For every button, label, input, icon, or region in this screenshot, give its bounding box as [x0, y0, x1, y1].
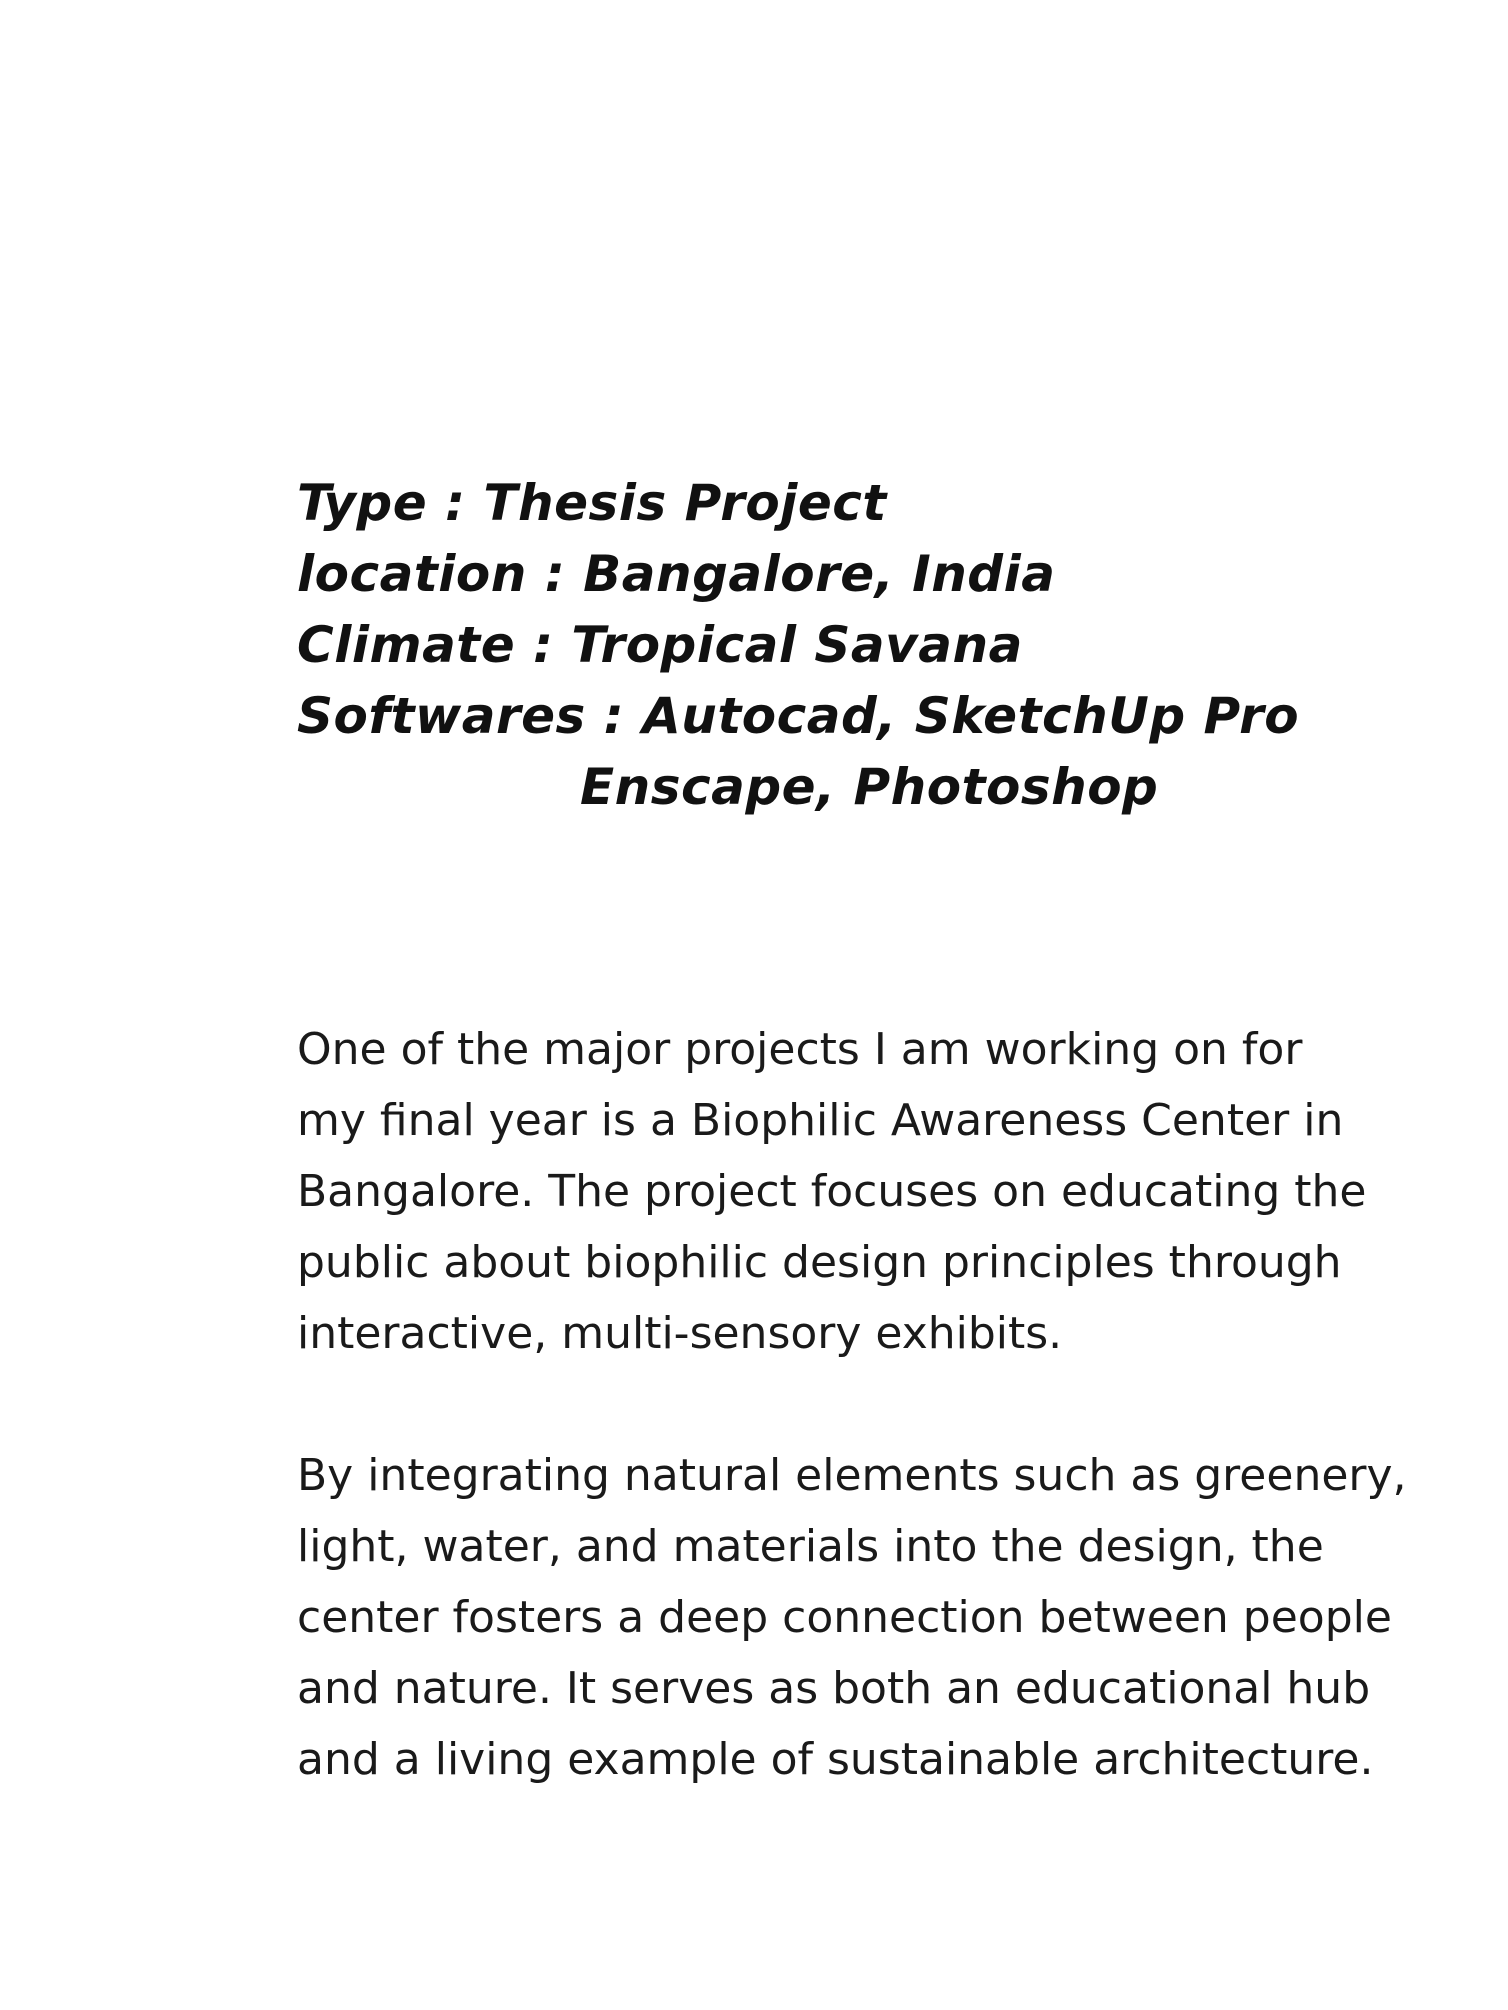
paragraph-line: public about biophilic design principles through	[297, 1237, 1342, 1288]
paragraph-line: interactive, multi-sensory exhibits.	[297, 1308, 1063, 1359]
paragraph-line: my final year is a Biophilic Awareness Center in	[297, 1095, 1344, 1146]
paragraph-line: Bangalore. The project focuses on educating the	[297, 1166, 1367, 1217]
paragraph-line: light, water, and materials into the design, the	[297, 1521, 1324, 1572]
paragraph-line: and a living example of sustainable architecture.	[297, 1734, 1374, 1785]
softwares-line: Softwares : Autocad, SketchUp Pro	[297, 687, 1300, 745]
description-paragraph-2	[297, 1440, 1487, 1795]
description-paragraph-1	[297, 1014, 1487, 1369]
location-line: location : Bangalore, India	[297, 545, 1056, 603]
paragraph-line: By integrating natural elements such as greenery,	[297, 1450, 1407, 1501]
softwares-continuation-line	[297, 752, 1297, 823]
project-description	[297, 1014, 1487, 1866]
climate-line: Climate : Tropical Savana	[297, 616, 1023, 674]
paragraph-line: One of the major projects I am working on for	[297, 1024, 1303, 1075]
type-line: Type : Thesis Project	[297, 474, 887, 532]
paragraph-line: center fosters a deep connection between people	[297, 1592, 1392, 1643]
project-info-block	[297, 468, 1300, 823]
paragraph-line: and nature. It serves as both an educational hub	[297, 1663, 1371, 1714]
softwares-continuation-text: Enscape, Photoshop	[580, 758, 1159, 816]
